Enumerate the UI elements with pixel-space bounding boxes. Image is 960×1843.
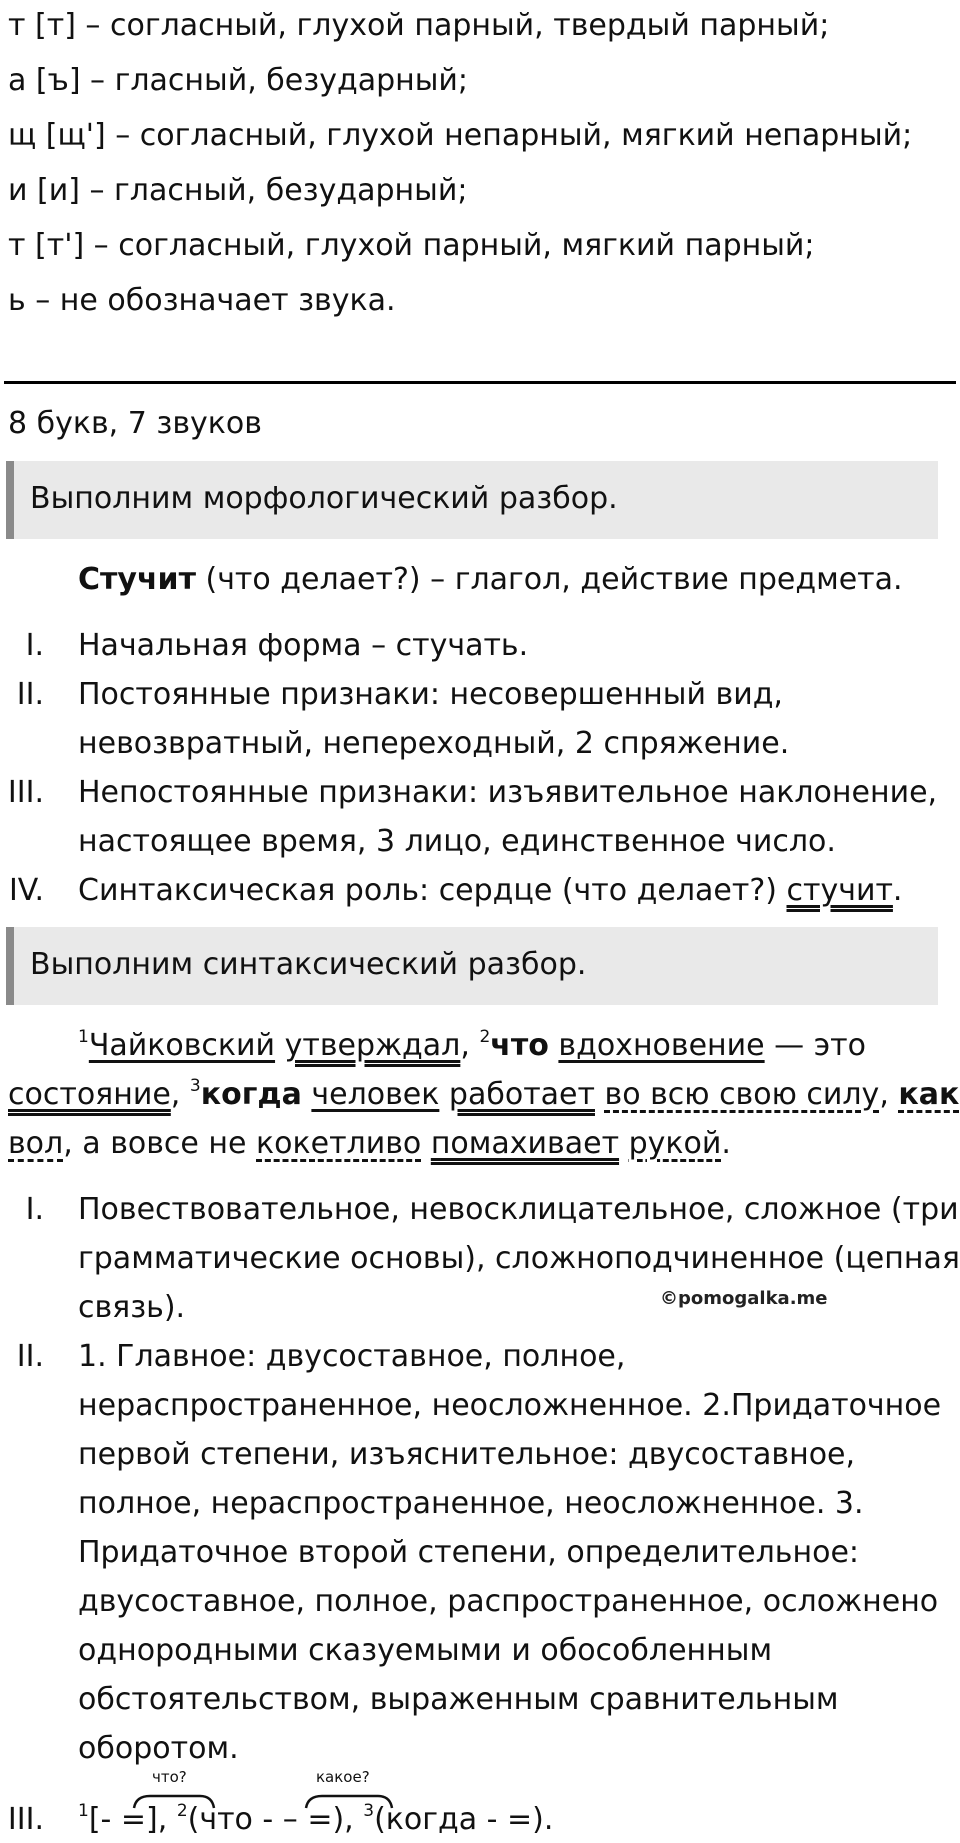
comma: , xyxy=(460,1028,470,1063)
scheme-question: что? xyxy=(152,1768,187,1786)
list-item-text: Начальная форма – стучать. xyxy=(78,628,529,663)
morph-intro xyxy=(78,562,903,598)
sentence-text: , а вовсе не xyxy=(63,1126,257,1161)
letters-sounds-count: 8 букв, 7 звуков xyxy=(8,406,262,441)
predicate-word: утверждал xyxy=(284,1028,461,1063)
morph-heading: Выполним морфологический разбор. xyxy=(30,481,618,516)
list-item-text: Придаточное второй степени, определительное: xyxy=(78,1535,860,1570)
syntactic-role-prefix: Синтаксическая роль: сердце (что делает?) xyxy=(78,873,787,908)
adverbial-word: рукой xyxy=(628,1126,722,1161)
phonetic-line: а [ъ] – гласный, безударный; xyxy=(8,63,469,98)
phonetic-line: т [т'] – согласный, глухой парный, мягкий парный; xyxy=(8,228,815,263)
scheme-main-clause: [- =], xyxy=(88,1802,177,1837)
scheme-question: какое? xyxy=(316,1768,370,1786)
phonetic-line: и [и] – гласный, безударный; xyxy=(8,173,468,208)
list-item-text: связь). xyxy=(78,1290,186,1325)
list-number: I. xyxy=(25,1192,44,1227)
list-item-text: грамматические основы), сложноподчиненное (цепная xyxy=(78,1241,960,1276)
scheme-sub-clause: (что - – =), xyxy=(187,1802,364,1837)
synt-heading-band xyxy=(6,927,938,1005)
scheme-sub-clause: (когда - =). xyxy=(374,1802,554,1837)
conjunction-word: когда xyxy=(200,1077,302,1112)
sentence-scheme xyxy=(78,1802,553,1838)
clause-number: 1 xyxy=(78,1801,89,1821)
subject-word: вдохновение xyxy=(558,1028,765,1063)
list-item-text: обстоятельством, выраженным сравнительным xyxy=(78,1682,839,1717)
period: . xyxy=(892,873,903,908)
list-item-text: 1. Главное: двусоставное, полное, xyxy=(78,1339,626,1374)
phonetic-line: щ [щ'] – согласный, глухой непарный, мягкий непарный; xyxy=(8,118,913,153)
phonetic-line: т [т] – согласный, глухой парный, твердый парный; xyxy=(8,8,830,43)
sentence-line xyxy=(8,1077,959,1113)
list-item-text: полное, нераспространенное, неосложненное. 3. xyxy=(78,1486,864,1521)
list-number: IV. xyxy=(8,873,44,908)
watermark: ©pomogalka.me xyxy=(660,1288,828,1309)
morph-word: Стучит xyxy=(78,562,196,597)
list-item-text: однородными сказуемыми и обособленным xyxy=(78,1633,773,1668)
comma: , xyxy=(879,1077,889,1112)
list-item-text: Постоянные признаки: несовершенный вид, xyxy=(78,677,783,712)
predicate-word: состояние xyxy=(8,1077,171,1112)
clause-number: 3 xyxy=(363,1801,375,1821)
list-number: III. xyxy=(7,1802,44,1837)
list-item-text: первой степени, изъяснительное: двусоставное, xyxy=(78,1437,856,1472)
list-number: II. xyxy=(16,677,44,712)
list-item-text: настоящее время, 3 лицо, единственное число. xyxy=(78,824,836,859)
conjunction-word: что xyxy=(490,1028,549,1063)
subject-word: человек xyxy=(311,1077,440,1112)
list-number: I. xyxy=(25,628,44,663)
morph-intro-rest: (что делает?) – глагол, действие предмета. xyxy=(195,562,903,597)
list-number: II. xyxy=(16,1339,44,1374)
list-item-text: нераспространенное, неосложненное. 2.Придаточное xyxy=(78,1388,942,1423)
list-item-text: двусоставное, полное, распространенное, осложнено xyxy=(78,1584,939,1619)
dash-text: — это xyxy=(764,1028,866,1063)
period: . xyxy=(721,1126,731,1161)
clause-number: 2 xyxy=(479,1027,491,1047)
divider xyxy=(4,381,956,384)
clause-number: 1 xyxy=(78,1027,89,1047)
synt-heading: Выполним синтаксический разбор. xyxy=(30,947,587,982)
predicate-word: стучит xyxy=(786,873,893,908)
predicate-word: помахивает xyxy=(430,1126,620,1161)
list-item-text: Непостоянные признаки: изъявительное наклонение, xyxy=(78,775,938,810)
adverbial-word: кокетливо xyxy=(256,1126,422,1161)
predicate-word: работает xyxy=(448,1077,595,1112)
phonetic-line: ь – не обозначает звука. xyxy=(8,283,396,318)
morph-heading-band xyxy=(6,461,938,539)
sentence-line xyxy=(78,1028,866,1064)
comparative-word: вол xyxy=(8,1126,64,1161)
subject-word: Чайковский xyxy=(88,1028,276,1063)
clause-number: 2 xyxy=(176,1801,188,1821)
list-item-text: оборотом. xyxy=(78,1731,239,1766)
list-item-text xyxy=(78,873,902,909)
list-number: III. xyxy=(7,775,44,810)
list-item-text: Повествовательное, невосклицательное, сложное (три xyxy=(78,1192,959,1227)
adverbial-phrase: во всю свою силу xyxy=(604,1077,880,1112)
clause-number: 3 xyxy=(189,1076,201,1096)
comparative-conjunction: как xyxy=(898,1077,960,1112)
list-item-text: невозвратный, непереходный, 2 спряжение. xyxy=(78,726,790,761)
comma: , xyxy=(170,1077,181,1112)
sentence-line xyxy=(8,1126,731,1162)
